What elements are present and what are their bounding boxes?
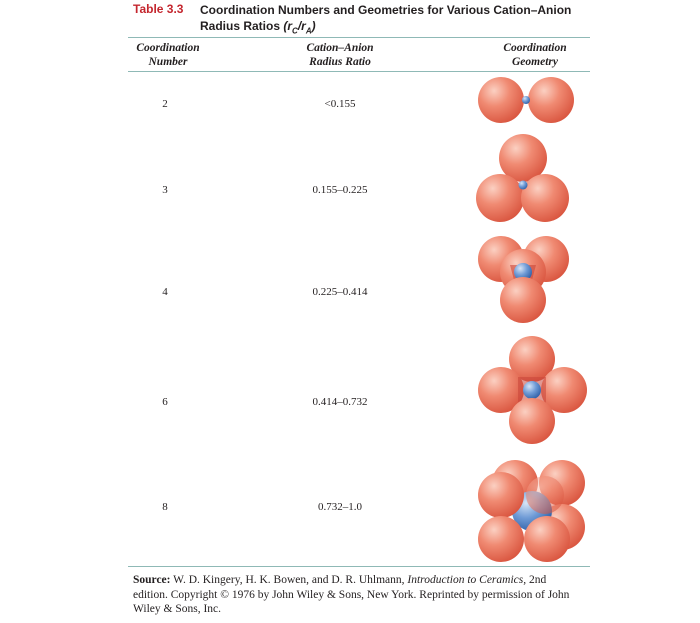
row-ratio: 0.732–1.0 bbox=[318, 501, 362, 513]
header-col2-line2: Radius Ratio bbox=[309, 56, 371, 68]
title-ratio-r: (r bbox=[283, 19, 293, 33]
row-ratio: 0.155–0.225 bbox=[312, 184, 368, 196]
table-title bbox=[200, 2, 610, 39]
header-geometry bbox=[490, 41, 580, 69]
title-ratio-close: ) bbox=[311, 19, 316, 33]
geometry-cubic bbox=[470, 455, 590, 567]
row-number: 4 bbox=[162, 286, 168, 298]
source-label: Source: bbox=[133, 574, 171, 586]
geometry-octahedral bbox=[470, 335, 590, 447]
source-authors: W. D. Kingery, H. K. Bowen, and D. R. Uhlmann, bbox=[170, 574, 408, 586]
row-ratio: 0.225–0.414 bbox=[312, 286, 368, 298]
table-label: Table 3.3 bbox=[133, 2, 184, 16]
table-title-text: Coordination Numbers and Geometries for Various Cation–Anion Radius Ratios bbox=[200, 3, 572, 33]
row-number: 3 bbox=[162, 184, 168, 196]
geometry-linear bbox=[470, 72, 585, 128]
row-ratio: 0.414–0.732 bbox=[312, 396, 368, 408]
header-col1-line1: Coordination bbox=[136, 42, 200, 54]
title-sub-a: A bbox=[305, 26, 312, 36]
geometry-tetrahedral bbox=[470, 232, 585, 327]
title-ratio-slash: /r bbox=[297, 19, 306, 33]
header-col3-line2: Geometry bbox=[512, 56, 558, 68]
source-book-title: Introduction to Ceramics, bbox=[407, 574, 527, 586]
row-number: 6 bbox=[162, 396, 168, 408]
header-col2-line1: Cation–Anion bbox=[306, 42, 374, 54]
row-number: 8 bbox=[162, 501, 168, 513]
table-bottom-rule bbox=[128, 566, 590, 567]
header-top-rule bbox=[128, 37, 590, 38]
header-col1-line2: Number bbox=[148, 56, 188, 68]
header-col3-line1: Coordination bbox=[503, 42, 567, 54]
header-coordination-number bbox=[128, 41, 208, 69]
row-ratio: <0.155 bbox=[324, 98, 356, 110]
header-radius-ratio bbox=[285, 41, 395, 69]
title-sub-c: C bbox=[292, 26, 298, 36]
source-rest: 2nd edition. Copyright © 1976 by John Wiley & Sons, New York. Reprinted by permission of John Wiley & Sons, Inc. bbox=[133, 574, 570, 615]
row-number: 2 bbox=[162, 98, 168, 110]
geometry-triangular bbox=[470, 133, 585, 228]
source-note bbox=[133, 573, 583, 617]
